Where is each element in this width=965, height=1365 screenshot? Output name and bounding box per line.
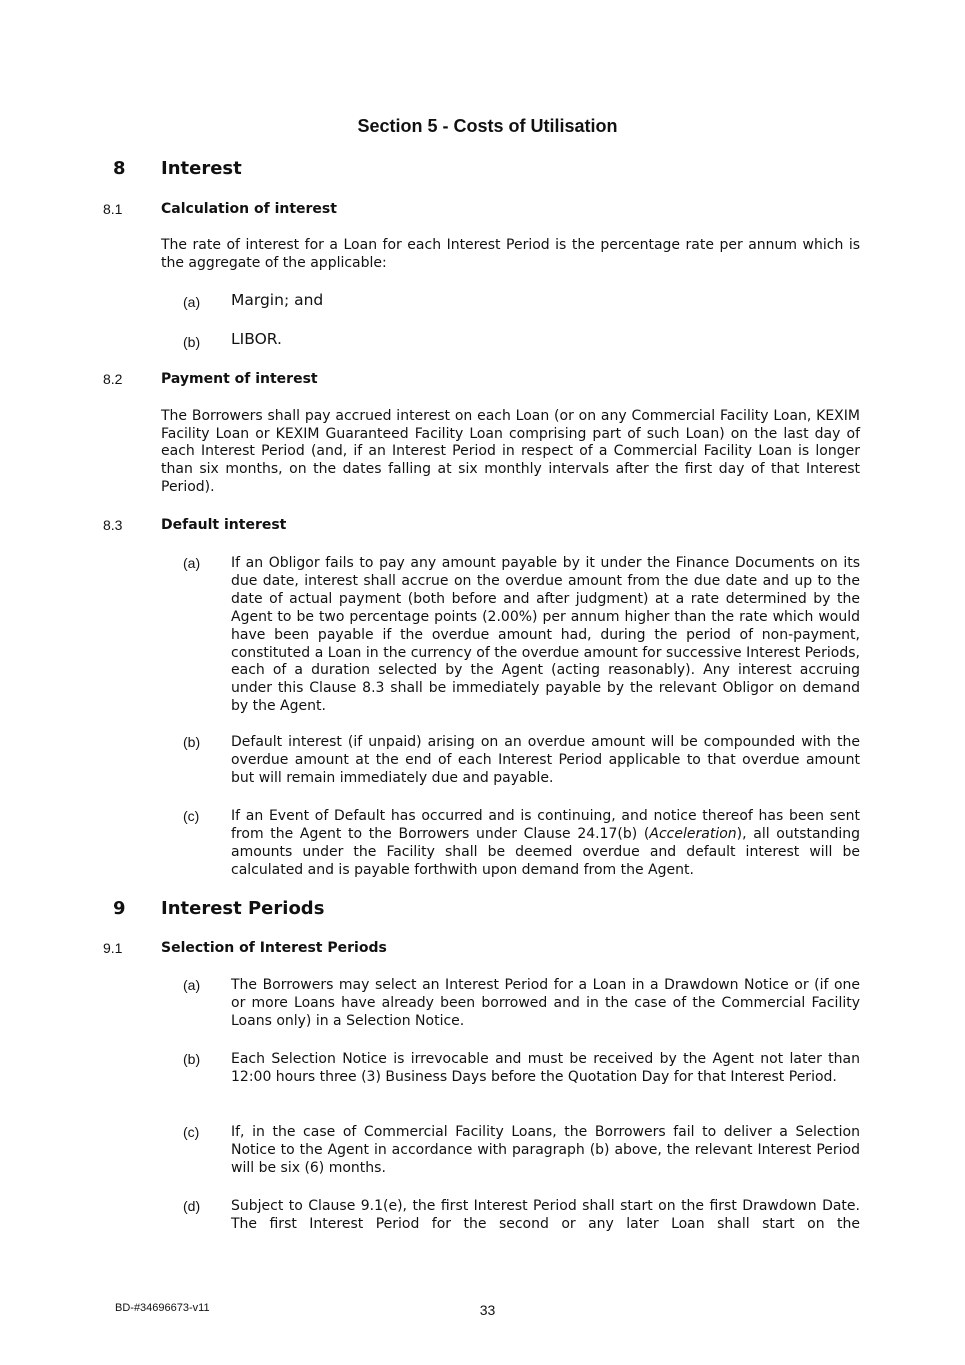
clause-8-3-b-text: Default interest (if unpaid) arising on an overdue amount will be compounded with the overdue amount at the end of each Interest Period applicable to that overdue amount but will remain immediately due and payable. (231, 734, 860, 786)
clause-8-3-a-text: If an Obligor fails to pay any amount payable by it under the Finance Documents on its due date, interest shall accrue on the overdue amount from the due date and up to the date of actual payment (both before and after judgment) at a rate determined by the Agent to be two percentage points (2.00%) per annum higher than the rate which would have been payable if the overdue amount had, during the period of non-payment, constituted a Loan in the currency of the overdue amount for successive Interest Periods, each of a duration selected by the Agent (acting reasonably). Any interest accruing under this Clause 8.3 shall be immediately payable by the relevant Obligor on demand by the Agent. (231, 555, 860, 715)
clause-8-1-intro: The rate of interest for a Loan for each Interest Period is the percentage rate per annum which is the aggregate of the applicable: (161, 237, 860, 271)
clause-8-number: 8 (113, 158, 126, 179)
clause-9-1-number: 9.1 (103, 940, 123, 956)
footer-document-reference: BD-#34696673-v11 (115, 1302, 210, 1314)
clause-8-1-title: Calculation of interest (161, 201, 337, 217)
clause-8-3-a-label: (a) (183, 555, 201, 571)
clause-8-1-a-label: (a) (183, 294, 201, 310)
clause-8-3-c-label: (c) (183, 808, 200, 824)
clause-8-3-c-text-after: ), all outstanding amounts under the Facility shall be deemed overdue and default interest will be calculated and is payable forthwith upon demand from the Agent. (231, 825, 861, 878)
clause-8-2-text: The Borrowers shall pay accrued interest on each Loan (or on any Commercial Facility Loan, KEXIM Facility Loan or KEXIM Guaranteed Facility Loan comprising part of such Loan) on the last day of each Interest Period (and, if an Interest Period in respect of a Commercial Facility Loan is longer than six months, on the dates falling at six monthly intervals after the first day of that Interest Period). (161, 408, 860, 495)
clause-8-2-title: Payment of interest (161, 371, 318, 387)
section-title: Section 5 - Costs of Utilisation (357, 116, 618, 136)
clause-9-1-title: Selection of Interest Periods (161, 940, 387, 956)
clause-9-1-c-label: (c) (183, 1124, 200, 1140)
clause-9-1-d-text: Subject to Clause 9.1(e), the first Interest Period shall start on the first Drawdown Date. The first Interest Period for the second or any later Loan shall start on the (231, 1198, 860, 1232)
clause-8-1-b-label: (b) (183, 334, 201, 350)
clause-8-3-c-text (231, 808, 860, 880)
clause-9-number: 9 (113, 898, 126, 919)
clause-9-1-b-label: (b) (183, 1051, 201, 1067)
clause-8-1-number: 8.1 (103, 201, 123, 217)
clause-8-1-a-text: Margin; and (231, 291, 324, 309)
clause-9-1-a-text: The Borrowers may select an Interest Period for a Loan in a Drawdown Notice or (if one or more Loans have already been borrowed and in the case of the Commercial Facility Loans only) in a Selection Notice. (231, 977, 860, 1029)
clause-9-1-c-text: If, in the case of Commercial Facility Loans, the Borrowers fail to deliver a Selection Notice to the Agent in accordance with paragraph (b) above, the relevant Interest Period will be six (6) months. (231, 1124, 860, 1176)
clause-8-3-number: 8.3 (103, 517, 123, 533)
clause-9-1-b-text: Each Selection Notice is irrevocable and must be received by the Agent not later than 12:00 hours three (3) Business Days before the Quotation Day for that Interest Period. (231, 1051, 860, 1085)
clause-8-title: Interest (161, 158, 242, 179)
clause-9-1-d-label: (d) (183, 1198, 201, 1214)
clause-8-3-b-label: (b) (183, 734, 201, 750)
clause-8-3-c-text-before: If an Event of Default has occurred and is continuing, and notice thereof has been sent from the Agent to the Borrowers under Clause 24.17(b) ( (231, 808, 860, 842)
acceleration-reference: Acceleration (649, 825, 737, 842)
footer-page-number: 33 (479, 1302, 496, 1318)
clause-9-1-a-label: (a) (183, 977, 201, 993)
clause-8-1-b-text: LIBOR. (231, 330, 282, 348)
clause-8-3-title: Default interest (161, 517, 287, 533)
clause-8-2-number: 8.2 (103, 371, 123, 387)
clause-9-title: Interest Periods (161, 898, 325, 919)
